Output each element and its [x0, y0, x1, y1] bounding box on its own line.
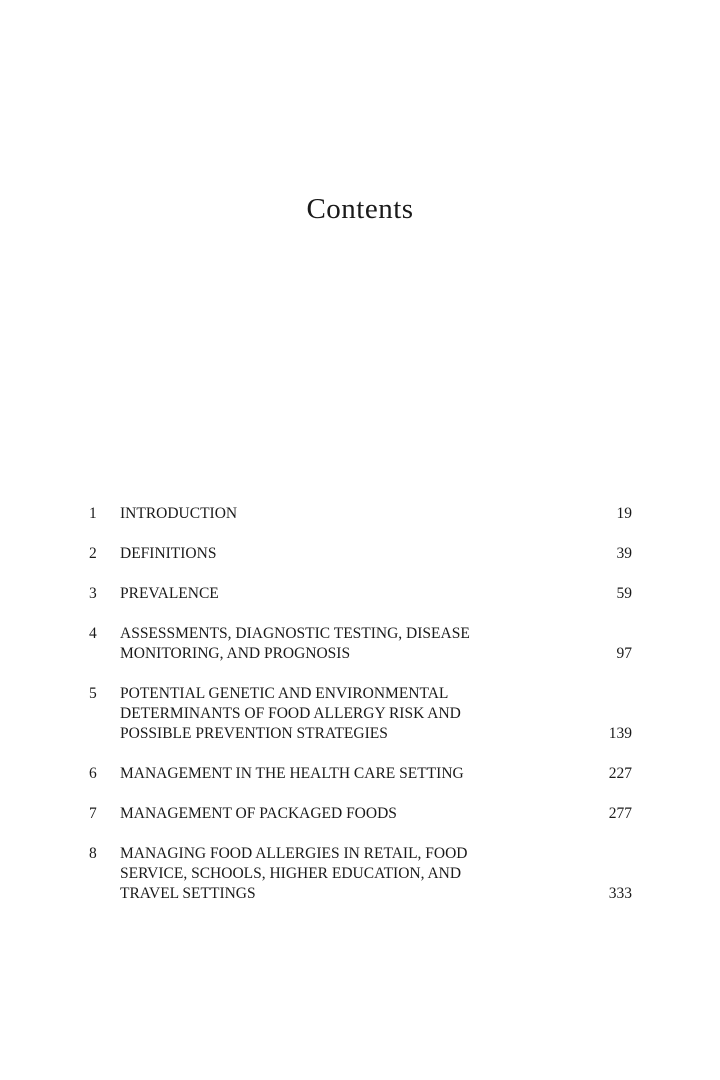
- chapter-number: 2: [89, 545, 97, 562]
- page-number: 19: [616, 505, 632, 522]
- chapter-title: POTENTIAL GENETIC AND ENVIRONMENTAL DETERMINANTS OF FOOD ALLERGY RISK AND POSSIBLE PREVENTION STRATEGIES: [120, 685, 461, 742]
- chapter-title: INTRODUCTION: [120, 505, 238, 522]
- chapter-title: DEFINITIONS: [120, 545, 217, 562]
- page-number: 39: [616, 545, 632, 562]
- toc-entry-5[interactable]: [89, 684, 632, 744]
- page-number: 277: [608, 805, 632, 822]
- page-number: 333: [608, 885, 632, 902]
- page-title: Contents: [306, 193, 414, 225]
- chapter-number: 4: [89, 625, 97, 642]
- toc-entry-3[interactable]: [89, 584, 632, 604]
- chapter-title: MANAGING FOOD ALLERGIES IN RETAIL, FOOD SERVICE, SCHOOLS, HIGHER EDUCATION, AND TRAVEL SETTINGS: [120, 845, 468, 902]
- chapter-number: 8: [89, 845, 97, 862]
- chapter-title: MANAGEMENT OF PACKAGED FOODS: [120, 805, 397, 822]
- chapter-number: 6: [89, 765, 97, 782]
- page-number: 227: [608, 765, 632, 782]
- chapter-title: ASSESSMENTS, DIAGNOSTIC TESTING, DISEASE MONITORING, AND PROGNOSIS: [120, 625, 470, 662]
- page-number: 139: [608, 725, 632, 742]
- toc-entry-6[interactable]: [89, 764, 632, 784]
- toc-entry-4[interactable]: [89, 624, 632, 664]
- chapter-number: 1: [89, 505, 97, 522]
- toc-entry-7[interactable]: [89, 804, 632, 824]
- chapter-title: PREVALENCE: [120, 585, 219, 602]
- toc-entry-2[interactable]: [89, 544, 632, 564]
- table-of-contents: [89, 504, 632, 924]
- chapter-number: 3: [89, 585, 97, 602]
- chapter-number: 5: [89, 685, 97, 702]
- page-number: 97: [616, 645, 632, 662]
- chapter-title: MANAGEMENT IN THE HEALTH CARE SETTING: [120, 765, 464, 782]
- toc-entry-8[interactable]: [89, 844, 632, 904]
- chapter-number: 7: [89, 805, 97, 822]
- page-number: 59: [616, 585, 632, 602]
- toc-entry-1[interactable]: [89, 504, 632, 524]
